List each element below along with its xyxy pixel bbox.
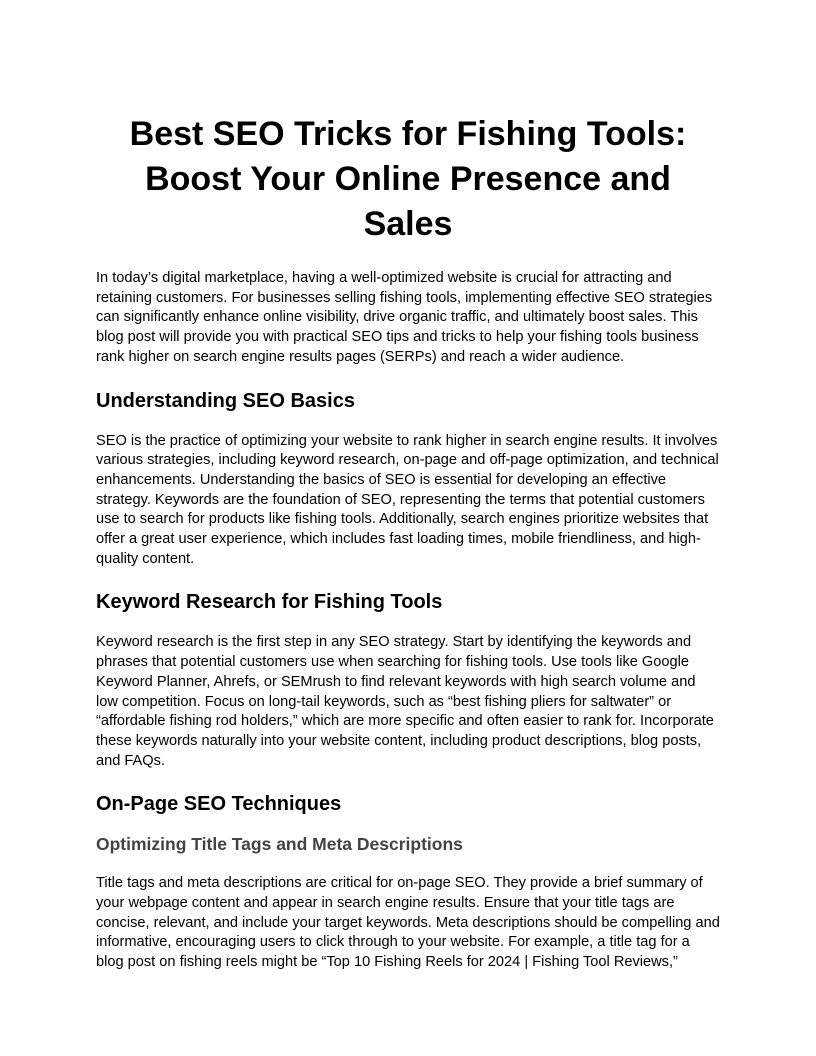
section-heading-on-page-seo: On-Page SEO Techniques bbox=[96, 793, 342, 816]
section-heading-seo-basics: Understanding SEO Basics bbox=[96, 389, 355, 412]
document-title: Best SEO Tricks for Fishing Tools: Boost Your Online Presence and Sales bbox=[129, 115, 687, 243]
section-body-seo-basics: SEO is the practice of optimizing your website to rank higher in search engine results. It involves various strategies, including keyword research, on-page and off-page optimization, and technical enhancements. Understanding the basics of SEO is essential for developing an effective strategy. Keywords are the foundation of SEO, representing the terms that potential customers use to search for products like fishing tools. Additionally, search engines prioritize websites that offer a great user experience, which includes fast loading times, mobile friendliness, and high-quality content. bbox=[96, 432, 719, 567]
subsection-heading-title-tags: Optimizing Title Tags and Meta Descriptions bbox=[96, 834, 463, 855]
subsection-body-title-tags: Title tags and meta descriptions are critical for on-page SEO. They provide a brief summary of your webpage content and appear in search engine results. Ensure that your title tags are concise, relevant, and include your target keywords. Meta descriptions should be compelling and informative, encouraging users to click through to your website. For example, a title tag for a blog post on fishing reels might be “Top 10 Fishing Reels for 2024 | Fishing Tool Reviews,” bbox=[96, 875, 720, 971]
section-heading-keyword-research: Keyword Research for Fishing Tools bbox=[96, 591, 443, 614]
intro-paragraph: In today’s digital marketplace, having a well-optimized website is crucial for attracting and retaining customers. For businesses selling fishing tools, implementing effective SEO strategies can significantly enhance online visibility, drive organic traffic, and ultimately boost sales. This blog post will provide you with practical SEO tips and tricks to help your fishing tools business rank higher on search engine results pages (SERPs) and reach a wider audience. bbox=[96, 270, 713, 365]
document-page bbox=[96, 112, 720, 973]
section-body-keyword-research: Keyword research is the first step in any SEO strategy. Start by identifying the keywords and phrases that potential customers use when searching for fishing tools. Use tools like Google Keyword Planner, Ahrefs, or SEMrush to find relevant keywords with high search volume and low competition. Focus on long-tail keywords, such as “best fishing pliers for saltwater” or “affordable fishing rod holders,” which are more specific and often easier to rank for. Incorporate these keywords naturally into your website content, including product descriptions, blog posts, and FAQs. bbox=[96, 634, 714, 769]
